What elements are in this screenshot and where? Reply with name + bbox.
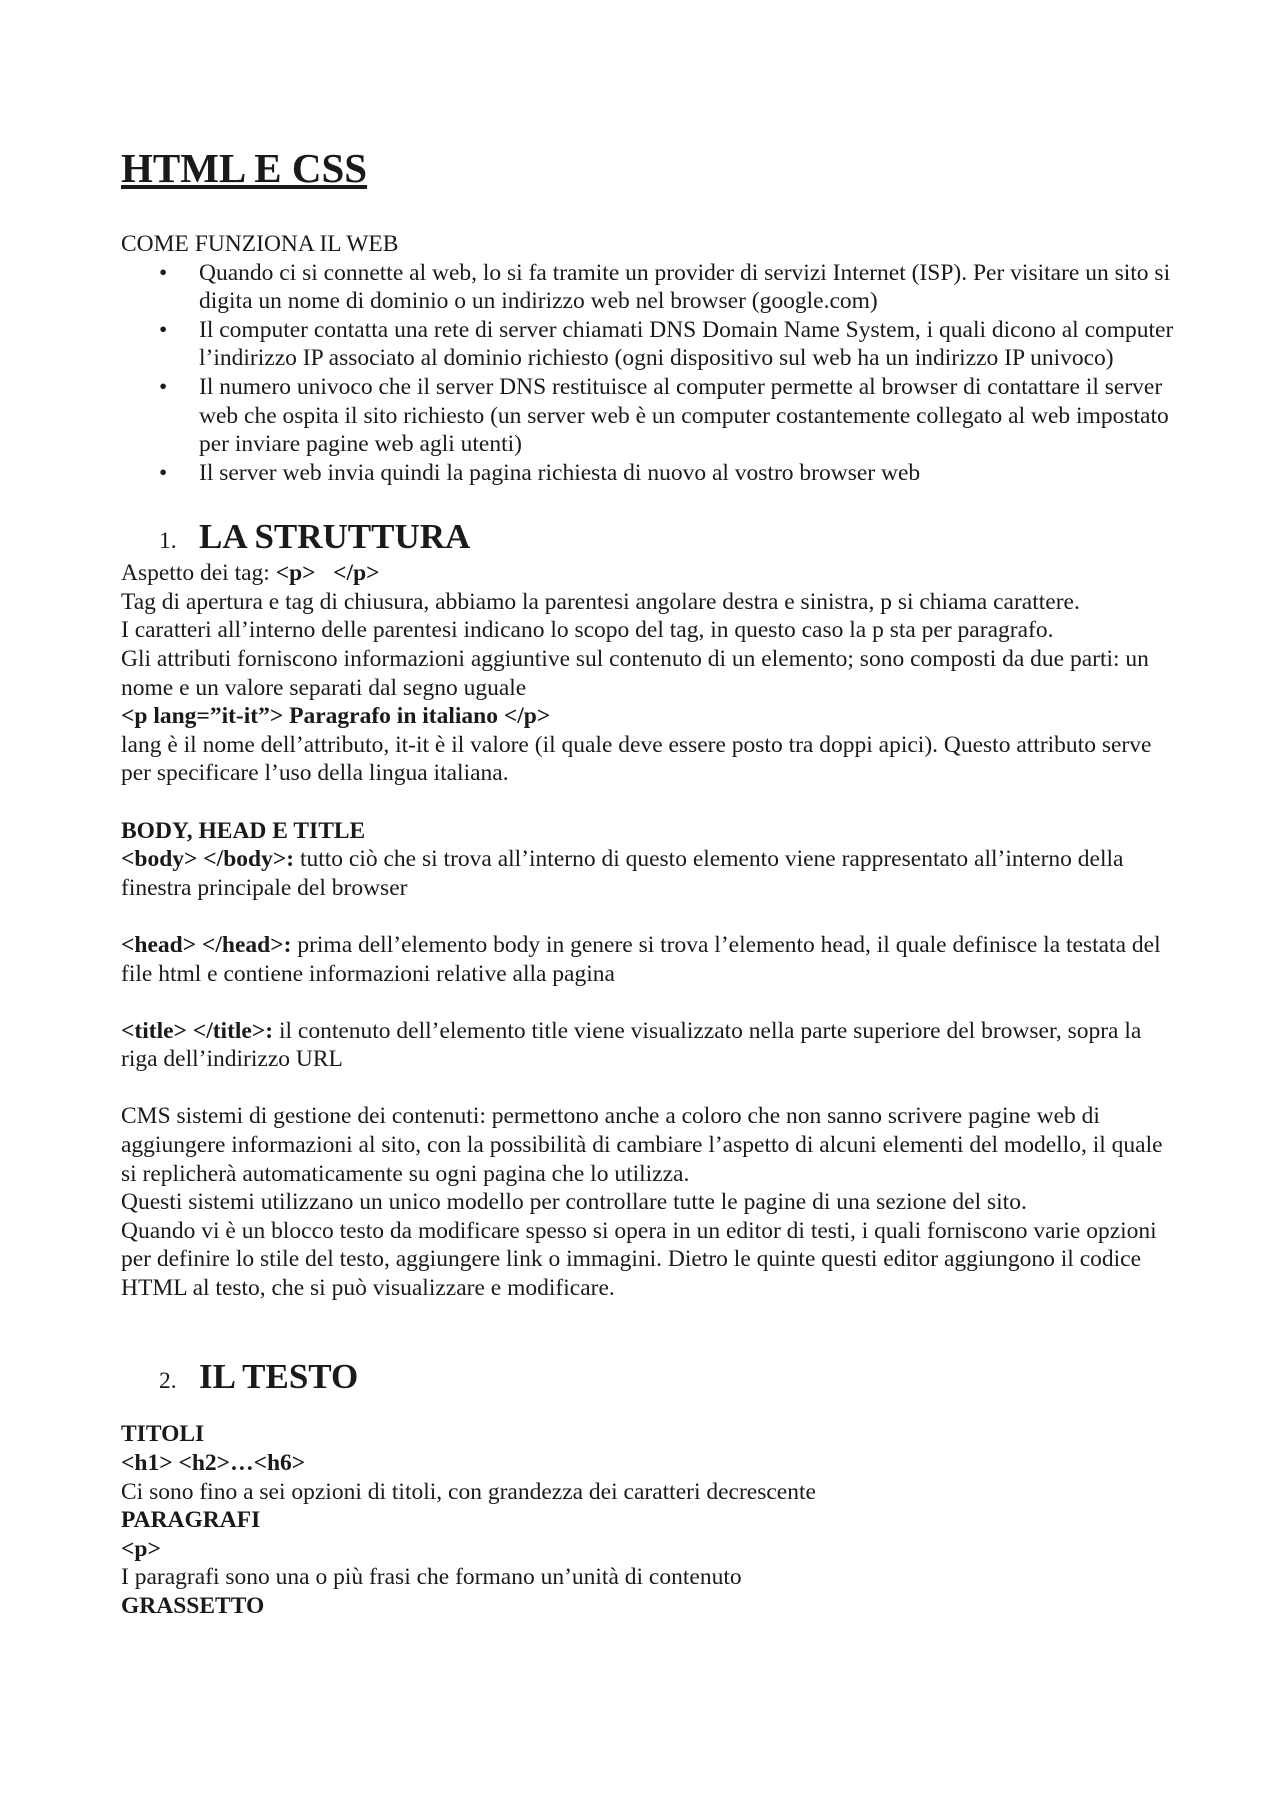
section-title: IL TESTO: [199, 1356, 359, 1396]
list-item-text: Quando ci si connette al web, lo si fa tramite un provider di servizi Internet (ISP). Per visitare un sito si digita un nome di dominio o un indirizzo web nel browser (google.com): [199, 259, 1171, 315]
bullet-icon: •: [159, 316, 168, 343]
section-number: 2.: [159, 1367, 177, 1394]
head-definition: [121, 931, 1181, 988]
paragraph: Quando vi è un blocco testo da modificare spesso si opera in un editor di testi, i quali forniscono varie opzioni per definire lo stile del testo, aggiungere link o immagini. Dietro le quinte questi editor aggiungono il codice HTML al testo, che si può visualizzare e modificare.: [121, 1217, 1157, 1302]
head-tag: <head> </head>:: [121, 931, 292, 958]
subheading-text: GRASSETTO: [121, 1592, 265, 1619]
spacer: [121, 902, 1181, 931]
head-text: prima dell’elemento body in genere si trova l’elemento head, il quale definisce la testata del file html e contiene informazioni relative alla pagina: [121, 931, 1161, 987]
title-text: il contenuto dell’elemento title viene visualizzato nella parte superiore del browser, sopra la riga dell’indirizzo URL: [121, 1017, 1142, 1073]
code-example: [121, 702, 1181, 731]
bullet-icon: •: [159, 374, 168, 401]
list-item: [121, 459, 1181, 488]
paragraph: Gli attributi forniscono informazioni aggiuntive sul contenuto di un elemento; sono composti da due parti: un nome e un valore separati dal segno uguale: [121, 645, 1149, 701]
tag-text: <h1> <h2>…<h6>: [121, 1449, 306, 1476]
list-item-text: Il server web invia quindi la pagina richiesta di nuovo al vostro browser web: [199, 459, 921, 486]
spacer: [121, 788, 1181, 817]
subheading-text: BODY, HEAD E TITLE: [121, 817, 366, 844]
code-example-text: <p lang=”it-it”> Paragrafo in italiano </p>: [121, 703, 551, 730]
paragraph: Ci sono fino a sei opzioni di titoli, con grandezza dei caratteri decrescente: [121, 1478, 816, 1505]
paragraph: Tag di apertura e tag di chiusura, abbiamo la parentesi angolare destra e sinistra, p si chiama carattere.: [121, 588, 1080, 615]
body-tag: <body> </body>:: [121, 846, 295, 873]
titoli-tags: [121, 1449, 1181, 1478]
web-heading: COME FUNZIONA IL WEB: [121, 231, 399, 258]
spacer: [121, 988, 1181, 1017]
subheading-titoli: [121, 1420, 1181, 1449]
paragraph: I caratteri all’interno delle parentesi indicano lo scopo del tag, in questo caso la p sta per paragrafo.: [121, 617, 1054, 644]
subheading-body-head-title: [121, 817, 1181, 846]
body-definition: [121, 845, 1181, 902]
paragrafi-tag: [121, 1535, 1181, 1564]
tag-aspect-label: Aspetto dei tag:: [121, 560, 276, 587]
subheading-grassetto: [121, 1592, 1181, 1621]
list-item-text: Il computer contatta una rete di server chiamati DNS Domain Name System, i quali dicono al computer l’indirizzo IP associato al dominio richiesto (ogni dispositivo sul web ha un indirizzo IP univoco): [199, 316, 1174, 372]
subheading-paragrafi: [121, 1506, 1181, 1535]
spacer: [121, 1074, 1181, 1103]
tag-text: <p>: [121, 1535, 161, 1562]
tag-aspect-line: [121, 559, 1181, 588]
paragraph: I paragrafi sono una o più frasi che formano un’unità di contenuto: [121, 1564, 742, 1591]
section-heading-1: [121, 515, 1181, 559]
spacer: [121, 1398, 1181, 1420]
spacer: [121, 487, 1181, 515]
subheading-text: TITOLI: [121, 1421, 205, 1448]
section-number: 1.: [159, 528, 177, 555]
title-definition: [121, 1017, 1181, 1074]
tag-aspect-example: <p> </p>: [275, 560, 380, 587]
list-item-text: Il numero univoco che il server DNS restituisce al computer permette al browser di contattare il server web che ospita il sito richiesto (un server web è un computer costantemente collegato al web impostato per inviare pagine web agli utenti): [199, 374, 1169, 458]
title-tag: <title> </title>:: [121, 1017, 274, 1044]
paragraph: Questi sistemi utilizzano un unico modello per controllare tutte le pagine di una sezione del sito.: [121, 1189, 1027, 1216]
spacer: [121, 1303, 1181, 1355]
list-item: [121, 316, 1181, 373]
subheading-text: PARAGRAFI: [121, 1507, 261, 1534]
body-text: tutto ciò che si trova all’interno di questo elemento viene rappresentato all’interno della finestra principale del browser: [121, 846, 1124, 901]
list-item: [121, 373, 1181, 459]
document-title: HTML E CSS: [121, 145, 368, 191]
list-item: [121, 259, 1181, 316]
bullet-icon: •: [159, 259, 168, 286]
paragraph: CMS sistemi di gestione dei contenuti: permettono anche a coloro che non sanno scrivere pagine web di aggiungere informazioni al sito, con la possibilità di cambiare l’aspetto di alcuni elementi del modello, il quale si replicherà automaticamente su ogni pagina che lo utilizza.: [121, 1103, 1163, 1187]
bullet-icon: •: [159, 459, 168, 486]
section-heading-2: [121, 1355, 1181, 1399]
web-bullet-list: [121, 259, 1181, 488]
page-content: [121, 146, 1181, 1621]
section-title: LA STRUTTURA: [199, 517, 471, 557]
paragraph: lang è il nome dell’attributo, it-it è il valore (il quale deve essere posto tra doppi apici). Questo attributo serve per specificare l’uso della lingua italiana.: [121, 731, 1152, 787]
